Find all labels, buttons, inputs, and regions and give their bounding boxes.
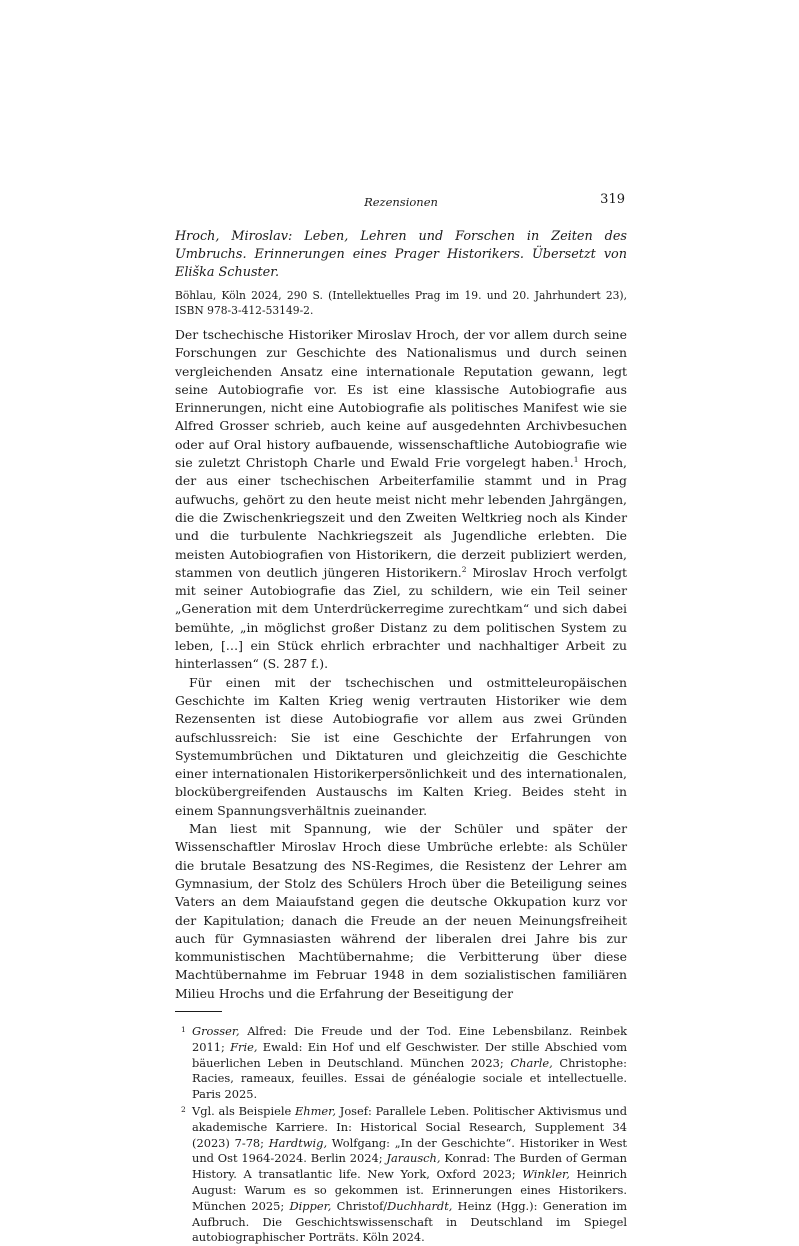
footnote-segment: Konrad: The Burden of German History. A transatlantic life. New York, Oxford 2023; [192,1151,627,1182]
footnote-segment: Heinrich August: Warum es so gekommen ist. Erinnerungen eines Historikers. München 2025; [192,1167,628,1213]
publication-info: Böhlau, Köln 2024, 290 S. (Intellektuelles Prag im 19. und 20. Jahrhundert 23), ISBN 978-3-412-53149-2. [175,289,627,317]
paragraph-2: Für einen mit der tschechischen und ostmitteleuropäischen Geschichte im Kalten Krieg wenig vertrauten Historiker wie dem Rezensenten ist diese Autobiografie vor allem aus zwei Gründen aufschlussreich: Sie ist eine Geschichte der Erfahrungen von Systemumbrüchen und Diktaturen und gleichzeitig die Geschichte einer internationalen Historikerpersönlichkeit und des internationalen, blockübergreifenden Austauschs im Kalten Krieg. Beides steht in einem Spannungsverhältnis zueinander. [175,674,627,818]
footnote-segment: Alfred: Die Freude und der Tod. Eine Lebensbilanz. Reinbek 2011; [192,1023,627,1054]
paragraph-1-part-c: Miroslav Hroch verfolgt mit seiner Autobiografie das Ziel, zu schildern, wie ein Teil seiner „Generation mit dem Unterdrückerregime zurechtkam“ und sich dabei bemühte, „in möglichst großer Distanz zu dem politischen System zu leben, […] ein Stück ehrlich erbrachter und nachhaltiger Arbeit zu hinterlassen“ (S. 287 f.). [175,564,627,672]
review-body [175,326,627,1003]
footnote-ref-2[interactable]: 2 [461,564,467,574]
footnote-author: Winkler, [522,1167,570,1182]
footnote-author: Dipper, [289,1198,332,1213]
footnote-segment: Josef: Parallele Leben. Politischer Aktivismus und akademische Karriere. In: Historical Social Research, Supplement 34 (2023) 7-78; [192,1103,627,1150]
footnote-author: Grosser, [192,1023,240,1038]
footnote-segment: Christophe: Racies, rameaux, feuilles. Essai de généalogie sociale et intellectuelle. Paris 2025. [192,1055,628,1102]
footnote-author: Jarausch, [386,1151,441,1166]
footnote-author: Charle, [510,1055,553,1070]
footnote-segment: Christof/ [331,1198,388,1213]
paragraph-1-part-b: Hroch, der aus einer tschechischen Arbeiterfamilie stammt und in Prag aufwuchs, gehört zu den heute meist nicht mehr lebenden Jahrgängen, die die Zwischenkriegszeit und den Zweiten Weltkrieg noch als Kinder und die turbulente Nachkriegszeit als Jugendliche erlebten. Die meisten Autobiografien von Historikern, die derzeit publiziert werden, stammen von deutlich jüngeren Historikern. [175,455,627,580]
footnote-author: Hardtwig, [268,1135,328,1150]
book-title: Hroch, Miroslav: Leben, Lehren und Forschen in Zeiten des Umbruchs. Erinnerungen eines Prager Historikers. Übersetzt von Eliška Schuster. [175,229,627,280]
footnote-author: Ehmer, [294,1103,336,1118]
section-title: Rezensionen [364,195,438,209]
footnote-text [192,1104,627,1246]
footnote-segment: Wolfgang: „In der Geschichte“. Historiker in West und Ost 1964-2024. Berlin 2024; [192,1135,628,1166]
footnote-author: Frie, [230,1039,258,1054]
footnote-1 [175,1024,627,1103]
paragraph-1-part-a: Der tschechische Historiker Miroslav Hroch, der vor allem durch seine Forschungen zur Geschichte des Nationalismus und durch seinen vergleichenden Ansatz eine internationale Reputation gewann, legt seine Autobiografie vor. Es ist eine klassische Autobiografie aus Erinnerungen, nicht eine Autobiografie als politisches Manifest wie sie Alfred Grosser schrieb, auch keine auf ausgedehnten Archivbesuchen oder auf Oral history aufbauende, wissenschaftliche Autobiografie wie sie zuletzt Christoph Charle und Ewald Frie vorgelegt haben. [175,327,627,471]
page-number: 319 [600,192,625,207]
paragraph-3: Man liest mit Spannung, wie der Schüler und später der Wissenschaftler Miroslav Hroch diese Umbrüche erlebte: als Schüler die brutale Besatzung des NS-Regimes, die Resistenz der Lehrer am Gymnasium, der Stolz des Schülers Hroch über die Beteiligung seines Vaters an dem Maiaufstand gegen die deutsche Okkupation kurz vor der Kapitulation; danach die Freude an der neuen Meinungsfreiheit auch für Gymnasiasten während der liberalen drei Jahre bis zur kommunistischen Machtübernahme; die Verbitterung über diese Machtübernahme im Februar 1948 in dem sozialistischen familiären Milieu Hrochs und die Erfahrung der Beseitigung der [175,821,627,1001]
footnote-ref-1[interactable]: 1 [573,454,579,464]
paragraph-1 [175,326,627,674]
footnote-segment: Heinz (Hgg.): Generation im Aufbruch. Die Geschichtswissenschaft in Deutschland im Spiegel autobiographischer Porträts. Köln 2024. [192,1198,627,1245]
footnote-number: 1 [181,1024,186,1034]
footnote-text [192,1024,627,1103]
footnote-segment: Ewald: Ein Hof und elf Geschwister. Der stille Abschied vom bäuerlichen Leben in Deutschland. München 2023; [192,1039,627,1070]
footnotes [175,1024,627,1246]
footnote-number: 2 [181,1104,186,1114]
footnote-divider [175,1011,222,1012]
footnote-segment: Vgl. als Beispiele [192,1103,295,1118]
page [175,192,627,1246]
running-head [175,192,627,214]
footnote-2 [175,1104,627,1246]
footnote-author: Duchhardt, [387,1198,453,1213]
